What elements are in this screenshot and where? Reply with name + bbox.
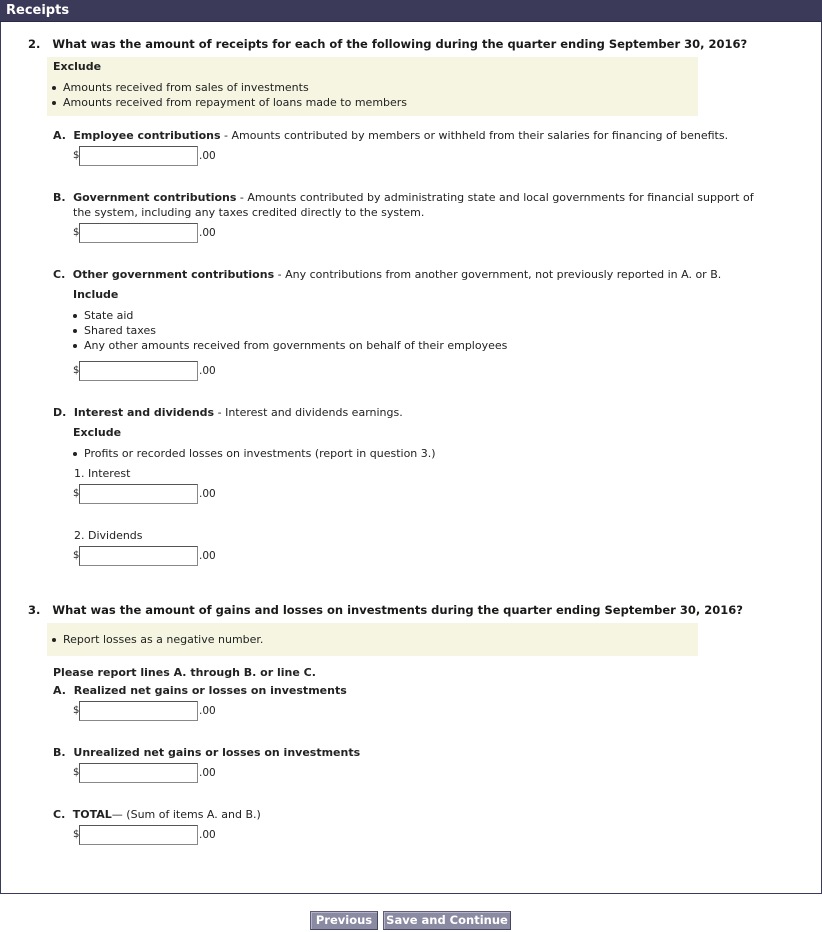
q2c-include-heading: Include <box>73 288 119 301</box>
q2d-dividends-input[interactable] <box>79 546 198 566</box>
q3b-unrealized-gains-input[interactable] <box>79 763 198 783</box>
q2d-label: D. Interest and dividends - Interest and dividends earnings. <box>53 406 403 419</box>
question-3-text: What was the amount of gains and losses on investments during the quarter ending September 30, 2016? <box>52 603 743 617</box>
q2b-desc-line2: the system, including any taxes credited directly to the system. <box>73 206 425 219</box>
q2d-exclude-list <box>73 446 436 461</box>
section-header: Receipts <box>0 0 822 22</box>
q3a-amount: $ .00 <box>73 701 223 721</box>
q3b-amount: $ .00 <box>73 763 223 783</box>
q2b-desc: - Amounts contributed by administrating state and local governments for financial support of <box>236 191 754 204</box>
q2b-government-contributions-input[interactable] <box>79 223 198 243</box>
question-3 <box>28 603 743 617</box>
q2a-amount: $ .00 <box>73 146 223 166</box>
q2b-title: Government contributions <box>73 191 237 204</box>
q3-note-box <box>47 623 698 656</box>
q2d-title: Interest and dividends <box>73 406 215 419</box>
q2c-include-list <box>73 308 507 353</box>
q2a-title: Employee contributions <box>73 129 221 142</box>
q3c-label: C. TOTAL— (Sum of items A. and B.) <box>53 808 261 821</box>
q2a-label: A. Employee contributions - Amounts contributed by members or withheld from their salaries for financing of benefits. <box>53 129 729 142</box>
q3b-label: B. Unrealized net gains or losses on investments <box>53 746 361 759</box>
q3a-label: A. Realized net gains or losses on investments <box>53 684 347 697</box>
list-item: Shared taxes <box>73 323 507 338</box>
q2c-title: Other government contributions <box>72 268 275 281</box>
list-item: Amounts received from repayment of loans made to members <box>52 95 407 110</box>
q2b-amount: $ .00 <box>73 223 223 243</box>
save-and-continue-button[interactable]: Save and Continue <box>383 911 511 930</box>
q2-exclude-box <box>47 57 698 116</box>
q2a-employee-contributions-input[interactable] <box>79 146 198 166</box>
q3-instruction: Please report lines A. through B. or line C. <box>53 666 316 679</box>
q3c-desc: — (Sum of items A. and B.) <box>111 808 261 821</box>
q3c-total-input[interactable] <box>79 825 198 845</box>
question-3-number: 3. <box>28 603 41 617</box>
q2b-label: B. Government contributions - Amounts contributed by administrating state and local governments for financial support of <box>53 191 754 204</box>
q2d-interest-input[interactable] <box>79 484 198 504</box>
q3-note-list <box>52 632 263 647</box>
q2-exclude-list <box>52 80 407 110</box>
q3a-realized-gains-input[interactable] <box>79 701 198 721</box>
q2d-dividends-amount: $ .00 <box>73 546 223 566</box>
list-item: Amounts received from sales of investments <box>52 80 407 95</box>
q3c-amount: $ .00 <box>73 825 223 845</box>
list-item: Profits or recorded losses on investments (report in question 3.) <box>73 446 436 461</box>
q2c-other-government-contributions-input[interactable] <box>79 361 198 381</box>
q2a-desc: - Amounts contributed by members or withheld from their salaries for financing of benefits. <box>220 129 729 142</box>
q2c-amount: $ .00 <box>73 361 223 381</box>
list-item: State aid <box>73 308 507 323</box>
list-item: Any other amounts received from governments on behalf of their employees <box>73 338 507 353</box>
question-2-text: What was the amount of receipts for each of the following during the quarter ending September 30, 2016? <box>52 37 748 51</box>
q3c-title: TOTAL <box>72 808 112 821</box>
q2d-desc: - Interest and dividends earnings. <box>214 406 403 419</box>
q3a-title: Realized net gains or losses on investments <box>73 684 347 697</box>
q2-exclude-heading: Exclude <box>53 60 102 73</box>
q2d-interest-label: 1. Interest <box>74 467 131 480</box>
q2c-label: C. Other government contributions - Any contributions from another government, not previously reported in A. or B. <box>53 268 722 281</box>
q2d-dividends-label: 2. Dividends <box>74 529 143 542</box>
previous-button[interactable]: Previous <box>310 911 378 930</box>
list-item: Report losses as a negative number. <box>52 632 263 647</box>
question-2-number: 2. <box>28 37 41 51</box>
q3b-title: Unrealized net gains or losses on investments <box>73 746 361 759</box>
q2d-exclude-heading: Exclude <box>73 426 122 439</box>
q2d-interest-amount: $ .00 <box>73 484 223 504</box>
q2c-desc: - Any contributions from another government, not previously reported in A. or B. <box>274 268 722 281</box>
question-2 <box>28 37 747 51</box>
